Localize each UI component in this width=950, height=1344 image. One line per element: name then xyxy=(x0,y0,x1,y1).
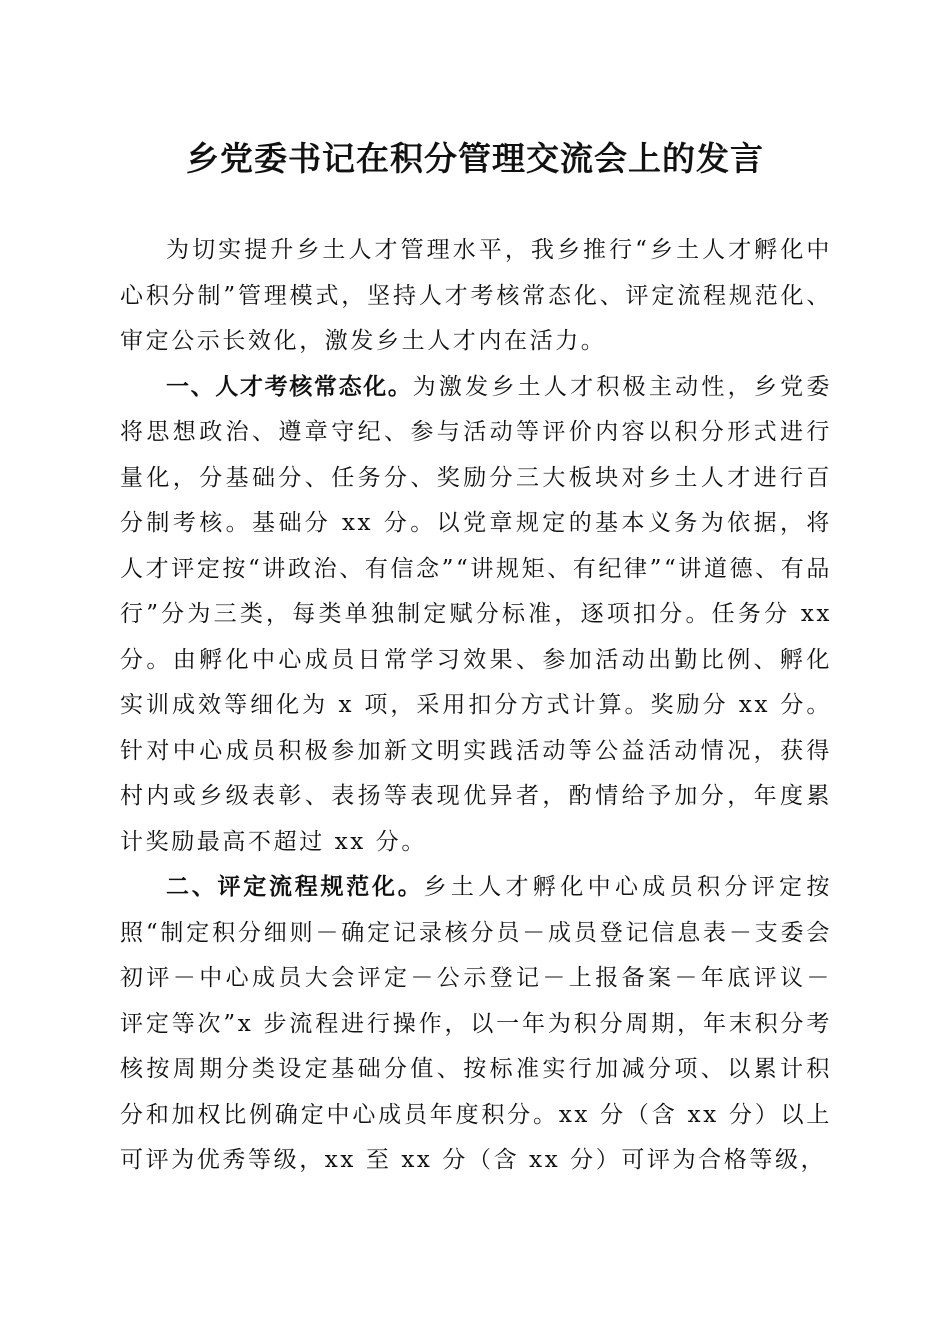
section-heading-2: 二、评定流程规范化。 xyxy=(166,874,424,900)
document-title: 乡党委书记在积分管理交流会上的发言 xyxy=(186,139,764,178)
document-body xyxy=(120,228,832,1184)
section-paragraph-1 xyxy=(120,365,832,866)
section-body-2: 乡土人才孵化中心成员积分评定按照“制定积分细则－确定记录核分员－成员登记信息表－支委会初评－中心成员大会评定－公示登记－上报备案－年底评议－评定等次”x 步流程进行操作，以一年为积分周期，年末积分考核按周期分类设定基础分值、按标准实行加减分项、以累计积分和加权比例确定中心成员年度积分。xx 分（含 xx 分）以上可评为优秀等级，xx 至 xx 分（含 xx 分）可评为合格等级， xyxy=(120,874,832,1173)
section-paragraph-2 xyxy=(120,865,832,1184)
section-body-1: 为激发乡土人才积极主动性，乡党委将思想政治、遵章守纪、参与活动等评价内容以积分形式进行量化，分基础分、任务分、奖励分三大板块对乡土人才进行百分制考核。基础分 xx 分。以党章规定的基本义务为依据，将人才评定按“讲政治、有信念”“讲规矩、有纪律”“讲道德、有品行”分为三类，每类单独制定赋分标准，逐项扣分。任务分 xx 分。由孵化中心成员日常学习效果、参加活动出勤比例、孵化实训成效等细化为 x 项，采用扣分方式计算。奖励分 xx 分。针对中心成员积极参加新文明实践活动等公益活动情况，获得村内或乡级表彰、表扬等表现优异者，酌情给予加分，年度累计奖励最高不超过 xx 分。 xyxy=(120,373,832,855)
intro-paragraph: 为切实提升乡土人才管理水平，我乡推行“乡土人才孵化中心积分制”管理模式，坚持人才考核常态化、评定流程规范化、审定公示长效化，激发乡土人才内在活力。 xyxy=(120,237,832,354)
section-heading-1: 一、人才考核常态化。 xyxy=(166,373,413,400)
